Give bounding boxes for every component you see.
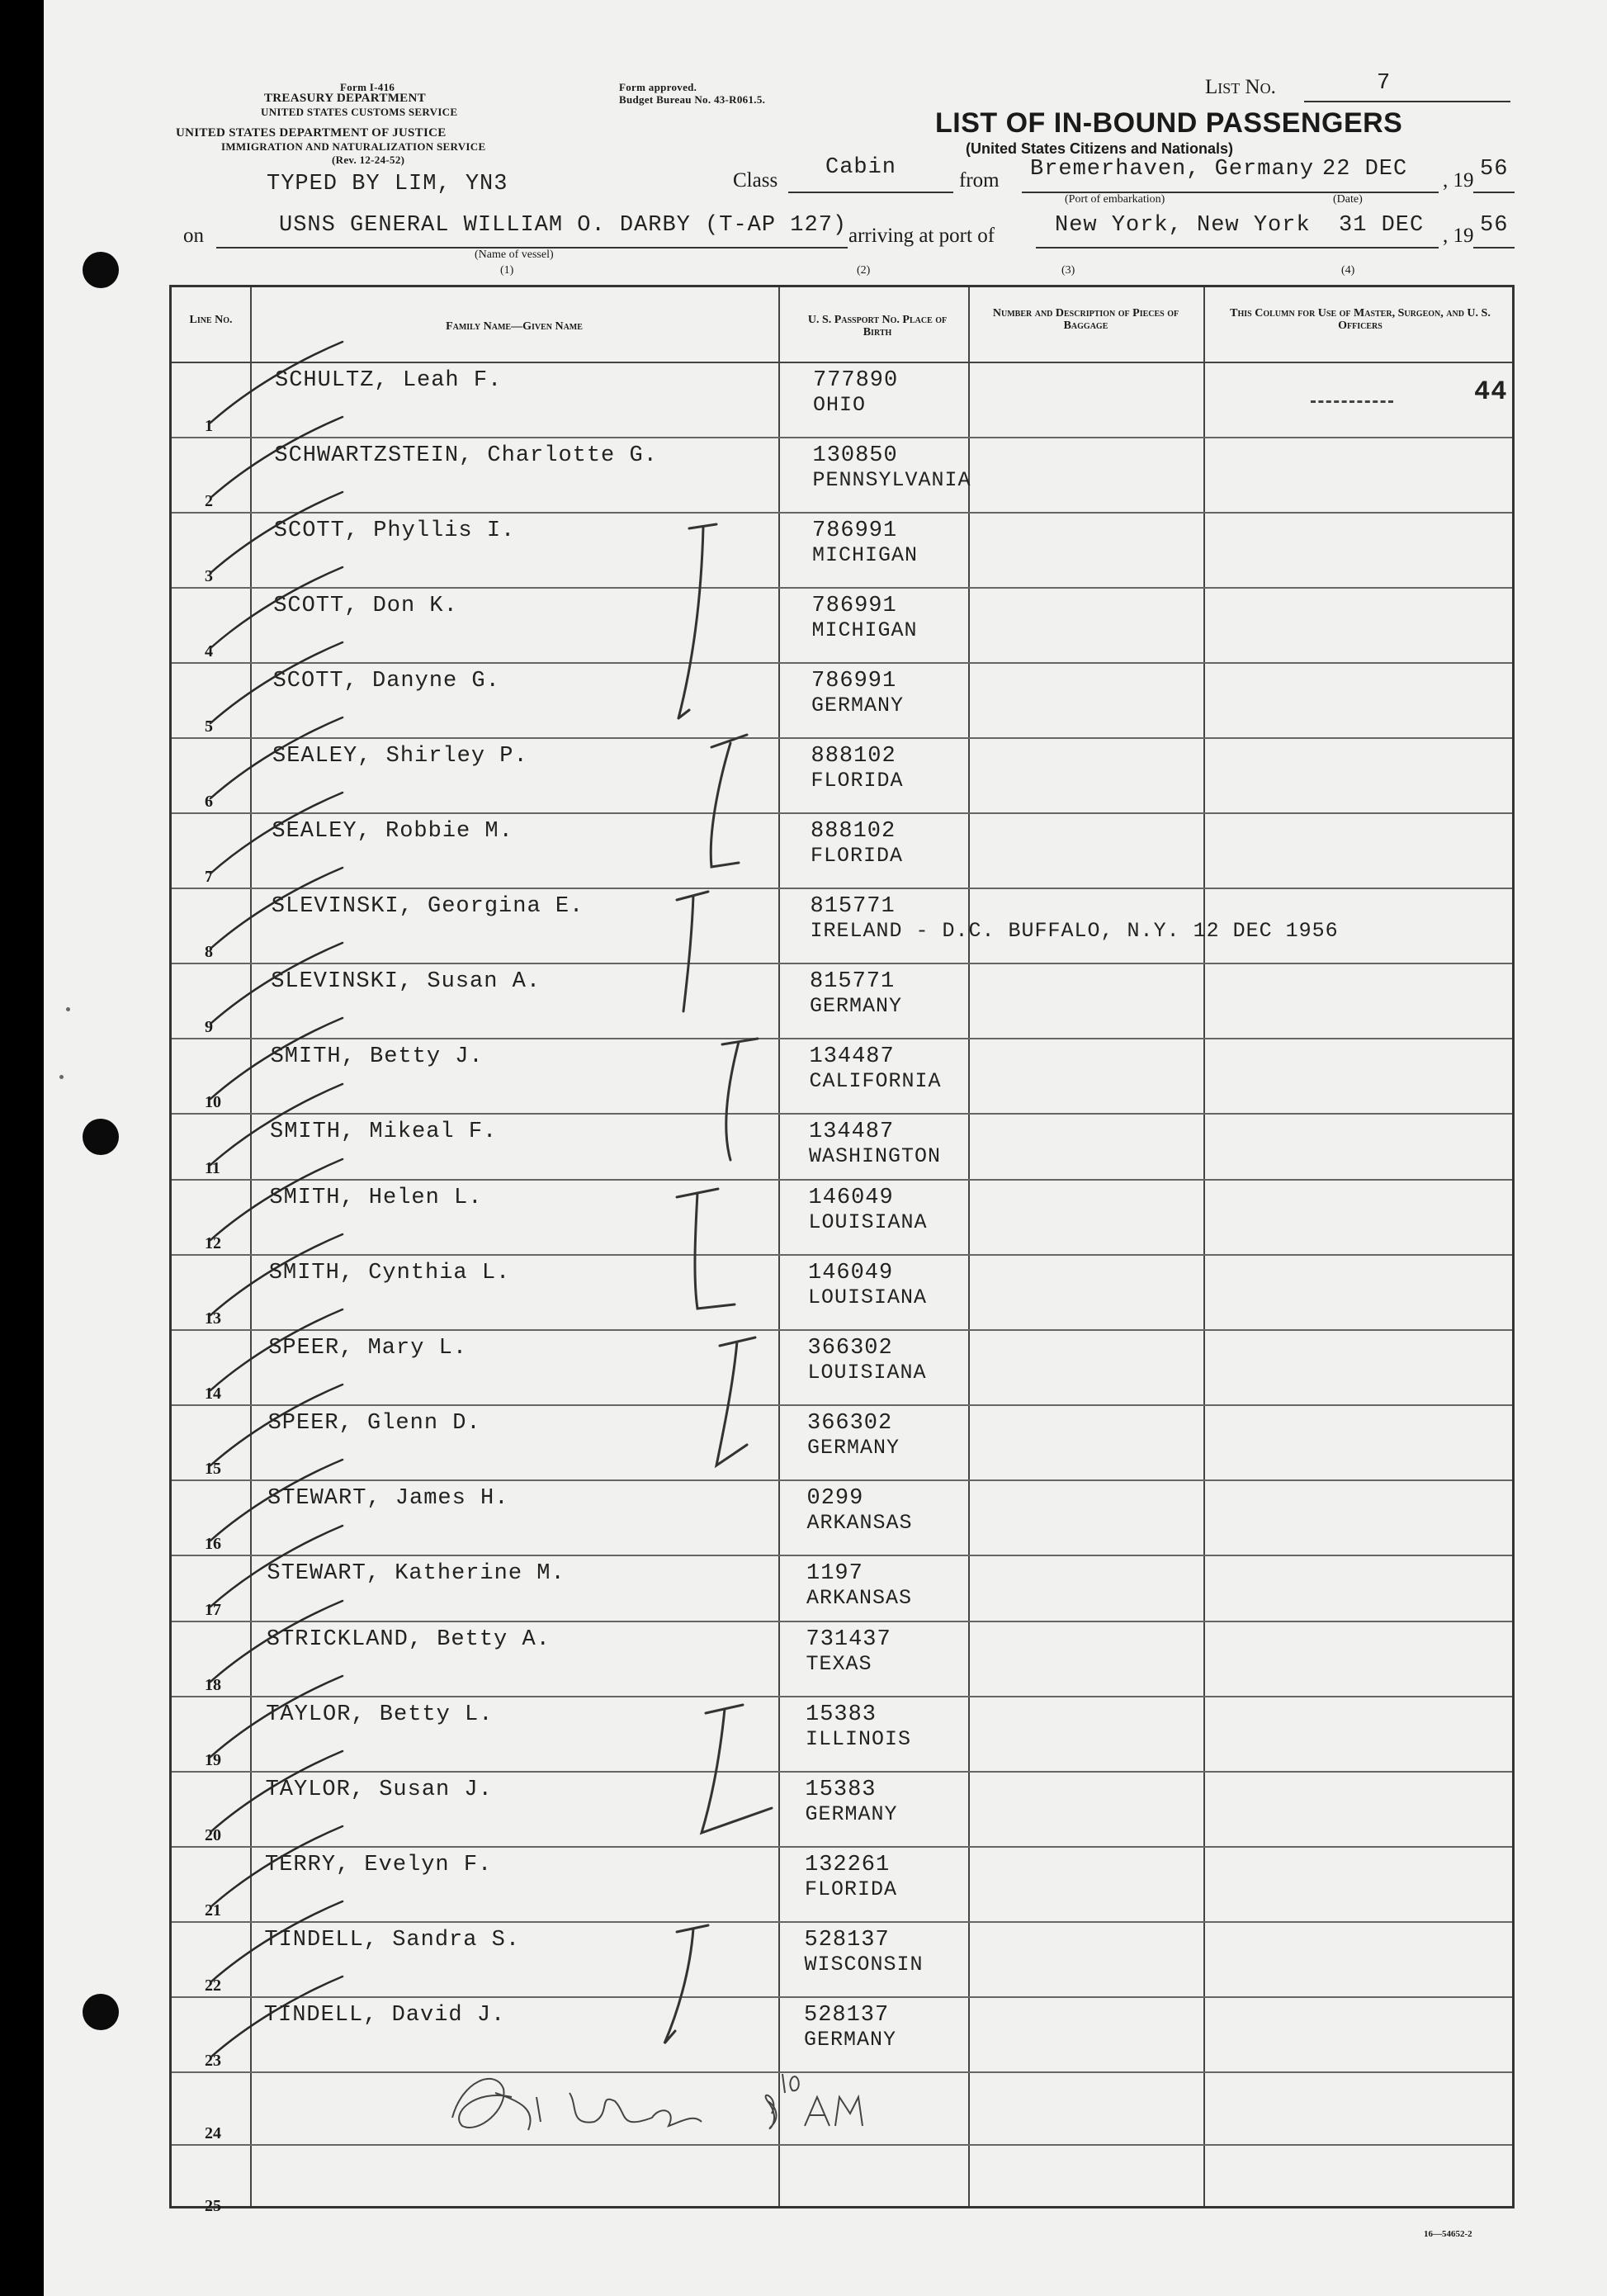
passenger-name: SLEVINSKI, Susan A. — [271, 969, 541, 994]
table-row — [172, 1113, 1512, 1179]
line-number: 2 — [205, 492, 213, 510]
arrival-year: 56 — [1480, 213, 1509, 238]
passport-number: 786991 — [812, 518, 898, 543]
table-row — [172, 2144, 1512, 2217]
passenger-name: SLEVINSKI, Georgina E. — [271, 894, 584, 919]
line-number: 16 — [205, 1535, 221, 1553]
embarkation-year: 56 — [1480, 157, 1509, 182]
passenger-name: TINDELL, David J. — [263, 2003, 506, 2028]
passport-number: 731437 — [806, 1627, 891, 1652]
place-of-birth: LOUISIANA — [807, 1361, 927, 1385]
table-row — [172, 1179, 1512, 1254]
place-of-birth: WISCONSIN — [804, 1953, 924, 1976]
passport-number: 366302 — [807, 1411, 893, 1436]
place-of-birth: ARKANSAS — [806, 1511, 913, 1535]
passenger-name: SCOTT, Phyllis I. — [273, 518, 516, 543]
line-number: 4 — [205, 642, 213, 660]
line-number: 21 — [205, 1901, 221, 1920]
place-of-birth: GERMANY — [811, 694, 905, 717]
passport-number: 777890 — [813, 368, 899, 393]
passenger-name: SMITH, Betty J. — [270, 1044, 484, 1069]
list-number: 7 — [1377, 71, 1392, 96]
date-caption: (Date) — [1333, 193, 1363, 206]
passport-number: 786991 — [811, 669, 897, 694]
margin-dot — [59, 1075, 64, 1079]
footer-code: 16—54652-2 — [1424, 2229, 1472, 2239]
passenger-name: SEALEY, Robbie M. — [272, 819, 513, 844]
table-row — [172, 587, 1512, 662]
passenger-name: STRICKLAND, Betty A. — [266, 1627, 551, 1652]
col-header-passport: U. S. Passport No. Place of Birth — [807, 314, 948, 338]
table-row — [172, 1038, 1512, 1113]
table-row — [172, 1996, 1512, 2071]
officer-scribble — [1311, 400, 1393, 403]
passenger-name: STEWART, James H. — [267, 1486, 509, 1511]
passenger-name: SCOTT, Danyne G. — [272, 669, 500, 694]
passport-number: 528137 — [804, 2003, 890, 2028]
table-row — [172, 1254, 1512, 1329]
col-header-officers: This Column for Use of Master, Surgeon, and U. S. Officers — [1230, 307, 1491, 332]
place-of-birth: GERMANY — [805, 1802, 898, 1826]
place-of-birth: GERMANY — [807, 1436, 900, 1460]
line-number: 3 — [205, 567, 213, 585]
on-label: on — [183, 225, 204, 247]
passenger-name: SMITH, Mikeal F. — [270, 1120, 498, 1144]
passenger-name: TAYLOR, Susan J. — [265, 1778, 493, 1802]
passport-number: 0299 — [806, 1486, 864, 1511]
officer-count: 44 — [1474, 376, 1508, 407]
table-row — [172, 1404, 1512, 1479]
margin-dot — [66, 1007, 70, 1011]
place-of-birth: LOUISIANA — [808, 1285, 928, 1309]
place-of-birth: PENNSYLVANIA — [812, 468, 971, 492]
line-number: 22 — [205, 1976, 221, 1995]
passport-number: 130850 — [812, 443, 898, 468]
place-of-birth: LOUISIANA — [808, 1210, 928, 1234]
place-of-birth: TEXAS — [806, 1652, 872, 1676]
passport-number: 786991 — [811, 594, 897, 618]
ins-service: IMMIGRATION AND NATURALIZATION SERVICE — [221, 140, 486, 153]
table-row — [172, 1696, 1512, 1771]
passport-number: 15383 — [805, 1778, 877, 1802]
vessel-caption: (Name of vessel) — [475, 249, 554, 261]
table-row — [172, 963, 1512, 1038]
line-number: 10 — [205, 1093, 221, 1111]
place-of-birth: FLORIDA — [811, 844, 904, 868]
place-of-birth: WASHINGTON — [809, 1144, 942, 1168]
arriving-label: arriving at port of — [848, 225, 995, 247]
passenger-name: SPEER, Mary L. — [268, 1336, 468, 1361]
passenger-name: SCHWARTZSTEIN, Charlotte G. — [274, 443, 658, 468]
passenger-name: SMITH, Helen L. — [269, 1186, 483, 1210]
passport-number: 815771 — [810, 894, 896, 919]
passport-number: 134487 — [809, 1120, 895, 1144]
class-label: Class — [733, 169, 778, 192]
revision: (Rev. 12-24-52) — [332, 154, 405, 166]
passport-number: 888102 — [811, 819, 896, 844]
passenger-table — [169, 285, 1515, 2215]
customs-service: UNITED STATES CUSTOMS SERVICE — [261, 106, 458, 118]
col-header-name: Family Name—Given Name — [446, 320, 583, 333]
vessel-name: USNS GENERAL WILLIAM O. DARBY (T-AP 127) — [279, 213, 848, 238]
line-number: 15 — [205, 1460, 221, 1478]
table-row — [172, 1479, 1512, 1555]
line-number: 8 — [205, 943, 213, 961]
line-number: 19 — [205, 1751, 221, 1769]
line-number: 14 — [205, 1385, 221, 1403]
col-cap-2: (2) — [857, 264, 871, 277]
col-header-baggage: Number and Description of Pieces of Baggage — [992, 307, 1179, 332]
passenger-name: SEALEY, Shirley P. — [272, 744, 528, 769]
place-of-birth: GERMANY — [804, 2028, 897, 2052]
table-row — [172, 662, 1512, 737]
passport-number: 366302 — [807, 1336, 893, 1361]
passenger-name: TAYLOR, Betty L. — [266, 1702, 494, 1727]
punch-hole — [83, 252, 119, 288]
place-of-birth: OHIO — [813, 393, 867, 417]
passenger-name: SMITH, Cynthia L. — [268, 1261, 511, 1285]
list-label: List No. — [1205, 76, 1276, 98]
class-value: Cabin — [825, 155, 897, 180]
passport-number: 134487 — [809, 1044, 895, 1069]
col-cap-1: (1) — [500, 264, 514, 277]
place-of-birth: FLORIDA — [805, 1877, 898, 1901]
passenger-name: STEWART, Katherine M. — [267, 1561, 565, 1586]
page-title: LIST OF IN-BOUND PASSENGERS — [935, 107, 1403, 139]
place-of-birth: CALIFORNIA — [809, 1069, 942, 1093]
passenger-name: SCHULTZ, Leah F. — [275, 368, 503, 393]
justice-dept: UNITED STATES DEPARTMENT OF JUSTICE — [176, 126, 447, 140]
line-number: 11 — [205, 1159, 220, 1177]
form-number: Form I-416 — [340, 81, 395, 93]
table-row — [172, 737, 1512, 812]
punch-hole — [83, 1119, 119, 1155]
table-row — [172, 888, 1512, 963]
typed-by: TYPED BY LIM, YN3 — [267, 172, 508, 196]
arrival-date: 31 DEC — [1339, 213, 1425, 238]
budget-bureau: Budget Bureau No. 43-R061.5. — [619, 93, 766, 106]
passport-number: 1197 — [806, 1561, 863, 1586]
embarkation-port: Bremerhaven, Germany — [1030, 157, 1315, 182]
passenger-name: TINDELL, Sandra S. — [264, 1928, 521, 1953]
line-number: 18 — [205, 1676, 221, 1694]
place-of-birth: IRELAND - D.C. BUFFALO, N.Y. 12 DEC 1956 — [810, 919, 1339, 943]
passport-number: 528137 — [804, 1928, 890, 1953]
col-header-line: Line No. — [189, 314, 233, 326]
line-number: 6 — [205, 793, 213, 811]
arrival-port: New York, New York — [1055, 213, 1311, 238]
passport-number: 888102 — [811, 744, 896, 769]
place-of-birth: FLORIDA — [811, 769, 904, 793]
table-row — [172, 362, 1512, 437]
table-row — [172, 512, 1512, 587]
passenger-name: SPEER, Glenn D. — [267, 1411, 481, 1436]
passport-number: 815771 — [810, 969, 896, 994]
line-number: 1 — [205, 417, 213, 435]
place-of-birth: GERMANY — [810, 994, 903, 1018]
line-number: 9 — [205, 1018, 213, 1036]
passport-number: 146049 — [808, 1261, 894, 1285]
passport-number: 146049 — [808, 1186, 894, 1210]
table-row — [172, 437, 1512, 512]
line-number: 20 — [205, 1826, 221, 1844]
passport-number: 132261 — [805, 1853, 891, 1877]
from-label: from — [959, 169, 1000, 192]
arrival-year-prefix: , 19 — [1443, 225, 1474, 247]
table-row — [172, 1846, 1512, 1921]
line-number: 23 — [205, 2052, 221, 2070]
line-number: 12 — [205, 1234, 221, 1252]
embarkation-year-prefix: , 19 — [1443, 169, 1474, 192]
table-row — [172, 1771, 1512, 1846]
place-of-birth: MICHIGAN — [811, 618, 918, 642]
embarkation-date: 22 DEC — [1322, 157, 1408, 182]
page-subtitle: (United States Citizens and Nationals) — [966, 140, 1234, 157]
line-number: 13 — [205, 1309, 221, 1328]
col-cap-4: (4) — [1341, 264, 1355, 277]
port-caption: (Port of embarkation) — [1065, 193, 1165, 206]
place-of-birth: ARKANSAS — [806, 1586, 913, 1610]
form-approved: Form approved. — [619, 81, 697, 93]
line-number: 5 — [205, 717, 213, 736]
passenger-name: TERRY, Evelyn F. — [265, 1853, 493, 1877]
passport-number: 15383 — [806, 1702, 877, 1727]
treasury-dept: TREASURY DEPARTMENT — [264, 92, 426, 105]
table-row — [172, 1329, 1512, 1404]
table-row — [172, 1555, 1512, 1621]
table-row — [172, 1921, 1512, 1996]
line-number: 24 — [205, 2124, 221, 2142]
place-of-birth: ILLINOIS — [806, 1727, 912, 1751]
passenger-name: SCOTT, Don K. — [273, 594, 458, 618]
col-cap-3: (3) — [1061, 264, 1075, 277]
table-row — [172, 2071, 1512, 2144]
line-number: 17 — [205, 1601, 221, 1619]
line-number: 7 — [205, 868, 213, 886]
punch-hole — [83, 1994, 119, 2030]
table-row — [172, 1621, 1512, 1696]
line-number: 25 — [205, 2197, 221, 2215]
table-row — [172, 812, 1512, 888]
place-of-birth: MICHIGAN — [812, 543, 919, 567]
